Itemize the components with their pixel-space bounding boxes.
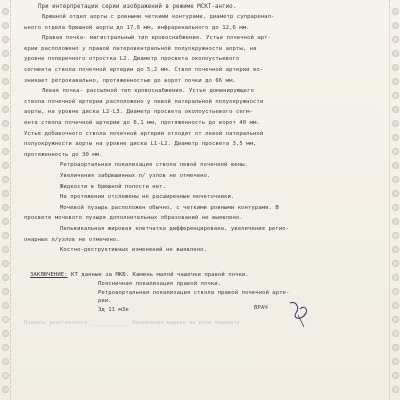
perforation-hole xyxy=(2,64,9,71)
body-line: Мочевой пузырь расположен обычно, с четкими ровными контурами. В xyxy=(60,204,279,211)
perforation-hole xyxy=(2,358,9,365)
body-line: Правая почка- магистральный тип кровоснабжения. Устье почечной арт- xyxy=(42,35,271,42)
perforation-hole xyxy=(2,78,9,85)
perforation-hole xyxy=(392,22,399,29)
body-line: На протяжении отслежены не расширенные мочеточники. xyxy=(60,194,235,201)
perforation-hole xyxy=(392,36,399,43)
perforation-hole xyxy=(392,288,399,295)
perforation-hole xyxy=(2,162,9,169)
body-line: ерии расположено у правой латеровентральной полуокружности аорты, на xyxy=(24,45,257,52)
perforation-hole xyxy=(392,218,399,225)
perforation-hole xyxy=(392,162,399,169)
perforation-hole xyxy=(2,120,9,127)
perforation-hole xyxy=(2,22,9,29)
perforation-hole xyxy=(2,288,9,295)
perforation-hole xyxy=(392,78,399,85)
body-line: Устье добавочного ствола почечной артерии отходит от левой латеральной xyxy=(24,130,264,137)
perforation-hole xyxy=(392,232,399,239)
perforation-hole xyxy=(2,204,9,211)
perforation-hole xyxy=(2,302,9,309)
perforation-hole xyxy=(2,344,9,351)
perforation-hole xyxy=(392,8,399,15)
perforation-hole xyxy=(2,134,9,141)
perforation-hole xyxy=(2,36,9,43)
conclusion-label: ЗАКЛЮЧЕНИЕ: xyxy=(30,272,68,278)
left-perforation-strip xyxy=(0,0,11,400)
perforation-hole xyxy=(392,274,399,281)
perforation-hole xyxy=(392,50,399,57)
body-line: Пельвикальная жировая клетчатка дифференцирована, увеличения регио- xyxy=(60,226,289,232)
conclusion-first-line xyxy=(30,272,249,279)
doctor-label: ВРАЧ xyxy=(254,305,268,311)
perforation-hole xyxy=(392,302,399,309)
body-line: Увеличения забрюшинных л/ узлов не отмечено. xyxy=(60,173,211,179)
body-line: ствола почечной артерии расположено у левой латеральной полуокружности xyxy=(24,98,264,105)
perforation-hole xyxy=(2,330,9,337)
perforation-hole xyxy=(2,274,9,281)
body-line: Левая почка- рассыпной тип кровоснабжения. Устье доминирующего xyxy=(42,88,254,95)
body-line: полуокружности аорты на уровне диска L1-L2. Диаметр просвета 3,5 мм, xyxy=(24,141,257,148)
conclusion-line: рии. xyxy=(98,298,112,304)
perforation-hole xyxy=(2,50,9,57)
body-line: Ретроаортальная локализация ствола левой почечной вены. xyxy=(60,162,248,169)
body-line: зникает ретрокавально, протяженностью до ворот почки до 66 мм. xyxy=(24,77,236,84)
perforation-hole xyxy=(392,64,399,71)
body-line: Жидкости в брюшной полости нет. xyxy=(60,183,166,190)
conclusion-line: 3д 11 м3е xyxy=(98,306,129,313)
conclusion-first-text: КТ данные за МКБ. Камень малой чашечки правой почки. xyxy=(71,272,249,278)
body-line: ьного отдела брюшной аорты до 17,6 мм, инфраренального до 12,6 мм. xyxy=(24,24,250,31)
body-line: Брюшной отдел аорты с ровными четкими контурами, диаметр супраренал- xyxy=(42,14,275,20)
body-line: протяженность до 30 мм. xyxy=(24,151,103,158)
perforation-hole xyxy=(2,218,9,225)
body-line: онарных л/узлов не отмечено. xyxy=(24,236,120,243)
perforation-hole xyxy=(2,246,9,253)
perforation-hole xyxy=(2,148,9,155)
perforation-hole xyxy=(392,148,399,155)
body-line: аорты, на уровне диска L2-L3. Диаметр просвета околоустьевого сегм- xyxy=(24,109,253,116)
perforation-hole xyxy=(392,120,399,127)
perforation-hole xyxy=(2,232,9,239)
perforation-hole xyxy=(2,106,9,113)
body-line: просвете мочевого пузыря дополнительных образований не выявлено. xyxy=(24,215,243,222)
ghost-line: Подпись рентгенолога ____________ Заключение выдано на руки пациенту xyxy=(24,320,240,326)
conclusion-line: Поясничная локализация правой почки. xyxy=(98,281,222,287)
perforation-hole xyxy=(392,134,399,141)
perforation-hole xyxy=(2,316,9,323)
perforation-hole xyxy=(2,190,9,197)
perforation-hole xyxy=(2,92,9,99)
perforation-hole xyxy=(2,372,9,379)
body-line: сегмента ствола почечной артерии до 5,2 мм. Ствол почечной артерии во- xyxy=(24,67,264,73)
perforation-hole xyxy=(392,176,399,183)
perforation-hole xyxy=(2,8,9,15)
conclusion-block xyxy=(24,272,384,312)
report-body xyxy=(24,14,384,264)
perforation-hole xyxy=(392,92,399,99)
header-line: При интерпретации серии изображений в режиме MCKT-ангио. xyxy=(38,4,237,10)
conclusion-line: Ретроаортальная локализация ствола правой почечной арте- xyxy=(98,289,290,296)
perforation-hole xyxy=(392,246,399,253)
perforation-hole xyxy=(392,260,399,267)
perforation-hole xyxy=(392,204,399,211)
body-line: Костно-деструктивных изменений не выявлено. xyxy=(60,247,207,254)
perforation-hole xyxy=(2,260,9,267)
body-line: уровне поперечного отростка L2. Диаметр просвета околоустьевого xyxy=(24,56,240,63)
perforation-hole xyxy=(392,106,399,113)
body-line: ента ствола почечной артерии до 6,1 мм, протяженность до ворот 40 мм. xyxy=(24,120,260,126)
perforation-hole xyxy=(2,176,9,183)
perforation-hole xyxy=(392,190,399,197)
perforation-hole xyxy=(2,386,9,393)
carbon-copy-ghost-text xyxy=(24,320,394,400)
